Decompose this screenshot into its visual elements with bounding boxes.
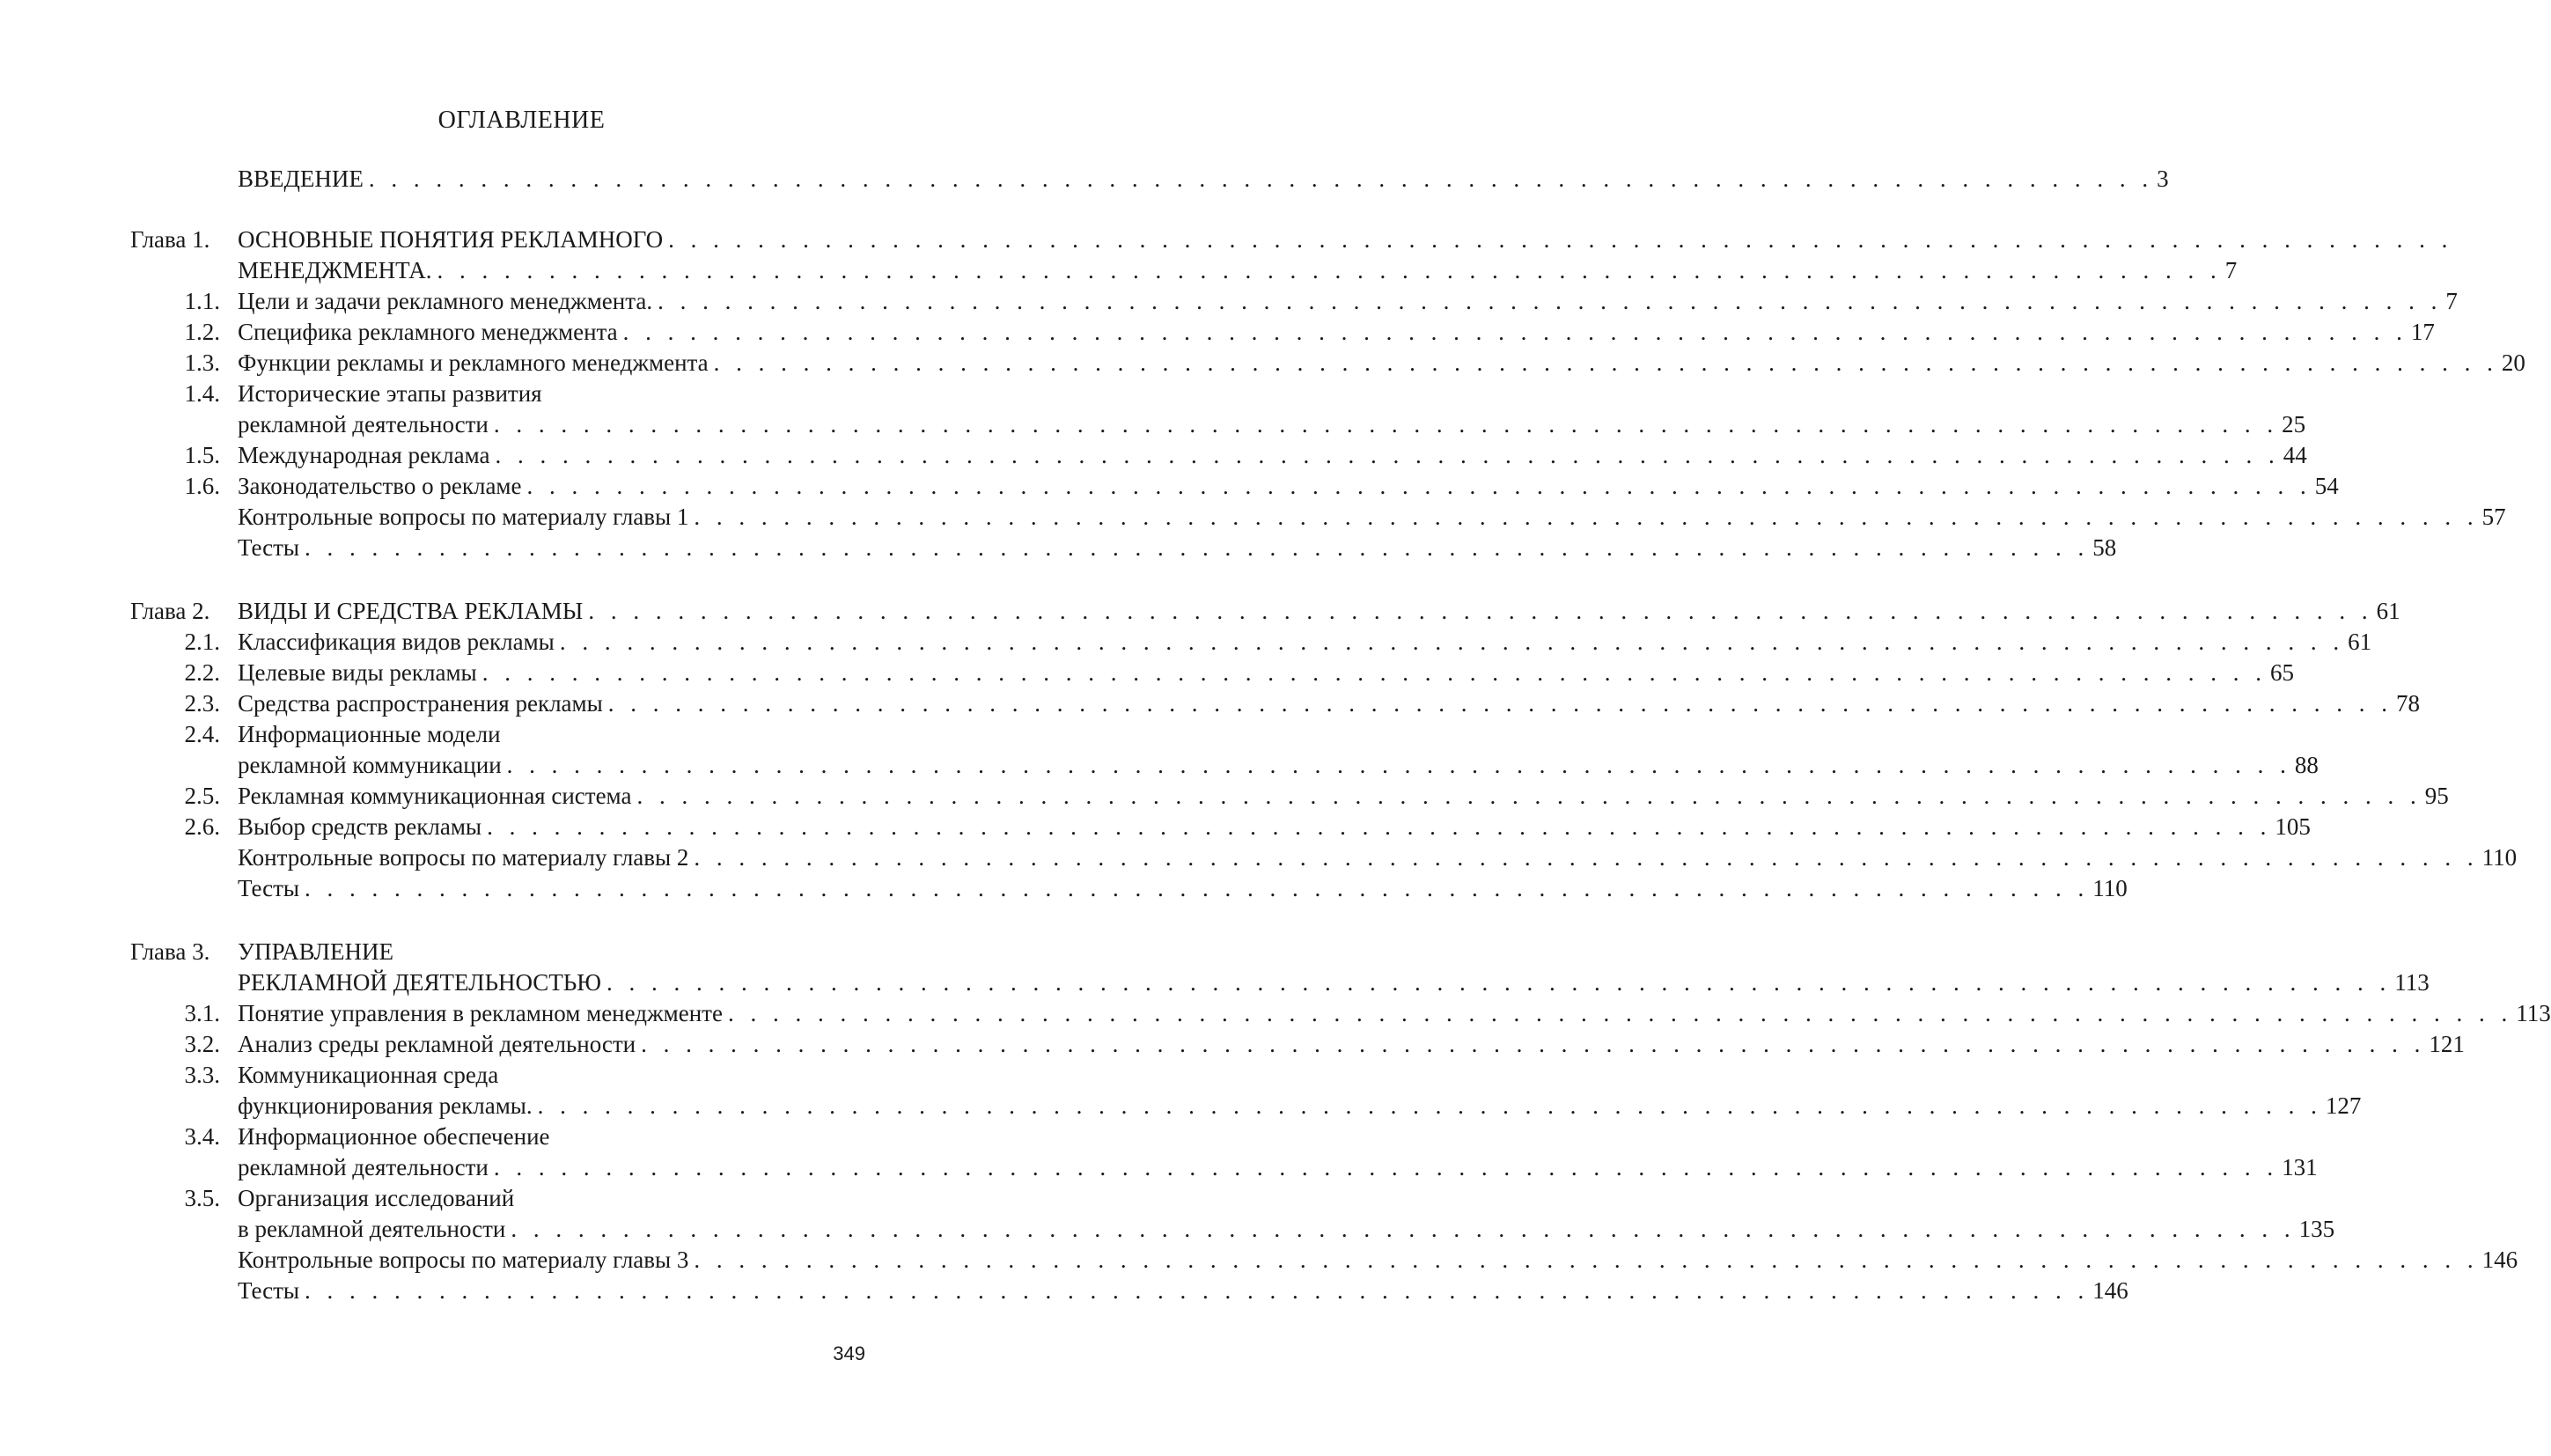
toc-page-number: 25 bbox=[2282, 411, 2306, 438]
toc-entry-body bbox=[238, 224, 2453, 255]
toc-page-number: 95 bbox=[2424, 783, 2449, 809]
toc-page-number: 131 bbox=[2282, 1154, 2318, 1180]
toc-page-number: 105 bbox=[2275, 813, 2311, 840]
toc-section-entry[interactable] bbox=[130, 658, 2294, 688]
dot-leader: . . . . . . . . . . . . . . . . . . . . . . . . . . . . . . . . . . . . . . . . . . . . . . . . . . . . . . . . . . . . . . . . . . . . . . . . . . . . . . . . bbox=[694, 504, 2479, 530]
toc-section-entry[interactable] bbox=[130, 688, 2421, 719]
section-number: 1.2. bbox=[184, 319, 220, 345]
toc-entry-text: Понятие управления в рекламном менеджменте bbox=[238, 1000, 723, 1026]
toc-entry-body bbox=[238, 812, 2311, 842]
toc-page-number: 65 bbox=[2269, 659, 2294, 686]
section-number: 2.5. bbox=[184, 783, 220, 809]
dot-leader: . . . . . . . . . . . . . . . . . . . . . . . . . . . . . . . . . . . . . . . . . . . . . . . . . . . . . . . . . . . . . . . . . . . . . . . . . . . . . . . . bbox=[437, 257, 2222, 283]
toc-entry-text: Цели и задачи рекламного менеджмента. bbox=[238, 288, 653, 314]
section-number: 3.2. bbox=[184, 1031, 220, 1057]
toc-entry-text: ОСНОВНЫЕ ПОНЯТИЯ РЕКЛАМНОГО bbox=[238, 226, 664, 253]
toc-entry-body bbox=[238, 348, 2525, 379]
toc-section-entry[interactable] bbox=[130, 1245, 2518, 1276]
toc-entry-body bbox=[238, 873, 2128, 904]
toc-page-number: 57 bbox=[2481, 504, 2506, 530]
section-number: 1.6. bbox=[184, 473, 220, 499]
toc-entry-body bbox=[238, 1060, 886, 1091]
chapter-label: Глава 1. bbox=[130, 226, 210, 253]
toc-entry-text: ВВЕДЕНИЕ bbox=[238, 165, 364, 192]
toc-entry-text: Специфика рекламного менеджмента bbox=[238, 319, 618, 345]
toc-entry-body bbox=[238, 502, 2506, 533]
toc-entry-text: Контрольные вопросы по материалу главы 3 bbox=[238, 1246, 689, 1273]
toc-entry-text: Тесты bbox=[238, 534, 300, 561]
dot-leader: . . . . . . . . . . . . . . . . . . . . . . . . . . . . . . . . . . . . . . . . . . . . . . . . . . . . . . . . . . . . . . . . . . . . . . . . . . . . . . . . bbox=[368, 165, 2154, 192]
chapter-label: Глава 2. bbox=[130, 598, 210, 624]
dot-leader: . . . . . . . . . . . . . . . . . . . . . . . . . . . . . . . . . . . . . . . . . . . . . . . . . . . . . . . . . . . . . . . . . . . . . . . . . . . . . . . . bbox=[668, 226, 2453, 253]
dot-leader: . . . . . . . . . . . . . . . . . . . . . . . . . . . . . . . . . . . . . . . . . . . . . . . . . . . . . . . . . . . . . . . . . . . . . . . . . . . . . . . . bbox=[487, 813, 2272, 840]
toc-entry-text: Классификация видов рекламы bbox=[238, 629, 555, 655]
toc-entry-text: Информационное обеспечение bbox=[238, 1123, 550, 1150]
toc-entry-body bbox=[238, 1245, 2518, 1276]
dot-leader: . . . . . . . . . . . . . . . . . . . . . . . . . . . . . . . . . . . . . . . . . . . . . . . . . . . . . . . . . . . . . . . . . . . . . . . . . . . . . . . . bbox=[607, 690, 2393, 717]
dot-leader: . . . . . . . . . . . . . . . . . . . . . . . . . . . . . . . . . . . . . . . . . . . . . . . . . . . . . . . . . . . . . . . . . . . . . . . . . . . . . . . . bbox=[727, 1000, 2513, 1026]
toc-entry-intro[interactable] bbox=[130, 164, 2169, 195]
toc-section-entry[interactable] bbox=[130, 1183, 886, 1214]
toc-entry-body bbox=[238, 937, 886, 967]
toc-entry-text: Рекламная коммуникационная система bbox=[238, 783, 632, 809]
toc-entry-body bbox=[238, 596, 2400, 627]
toc-page-number: 17 bbox=[2410, 319, 2435, 345]
section-number: 1.1. bbox=[184, 288, 220, 314]
dot-leader: . . . . . . . . . . . . . . . . . . . . . . . . . . . . . . . . . . . . . . . . . . . . . . . . . . . . . . . . . . . . . . . . . . . . . . . . . . . . . . . . bbox=[537, 1092, 2322, 1119]
toc-entry-text: в рекламной деятельности bbox=[238, 1216, 506, 1242]
toc-page-number: 113 bbox=[2394, 969, 2430, 996]
toc-section-entry[interactable] bbox=[130, 1060, 886, 1091]
toc-entry-body bbox=[238, 317, 2435, 348]
toc-page-number: 58 bbox=[2092, 534, 2117, 561]
section-number: 3.4. bbox=[184, 1123, 220, 1150]
page-title: ОГЛАВЛЕНИЕ bbox=[437, 107, 606, 134]
toc-entry-body bbox=[238, 781, 2449, 812]
toc-page-number: 7 bbox=[2224, 257, 2238, 283]
toc-page-number: 88 bbox=[2294, 752, 2319, 778]
toc-entry-body bbox=[238, 533, 2117, 563]
toc-entry-text: рекламной коммуникации bbox=[238, 752, 502, 778]
dot-leader: . . . . . . . . . . . . . . . . . . . . . . . . . . . . . . . . . . . . . . . . . . . . . . . . . . . . . . . . . . . . . . . . . . . . . . . . . . . . . . . . bbox=[482, 659, 2267, 686]
toc-section-entry[interactable] bbox=[130, 719, 886, 750]
section-number: 1.5. bbox=[184, 442, 220, 468]
toc-page-number: 54 bbox=[2314, 473, 2339, 499]
toc-chapter-1[interactable] bbox=[130, 255, 2238, 286]
toc-entry-text: ВИДЫ И СРЕДСТВА РЕКЛАМЫ bbox=[238, 598, 584, 624]
toc-section-entry[interactable] bbox=[130, 409, 2306, 440]
toc-entry-body bbox=[238, 688, 2421, 719]
toc-section-entry[interactable] bbox=[130, 348, 2525, 379]
toc-entry-text: функционирования рекламы. bbox=[238, 1092, 533, 1119]
dot-leader: . . . . . . . . . . . . . . . . . . . . . . . . . . . . . . . . . . . . . . . . . . . . . . . . . . . . . . . . . . . . . . . . . . . . . . . . . . . . . . . . bbox=[713, 349, 2498, 376]
toc-entry-text: Анализ среды рекламной деятельности bbox=[238, 1031, 636, 1057]
toc-chapter-2[interactable] bbox=[130, 596, 2400, 627]
toc-entry-text: Выбор средств рекламы bbox=[238, 813, 482, 840]
toc-entry-body bbox=[238, 967, 2430, 998]
toc-entry-text: Контрольные вопросы по материалу главы 1 bbox=[238, 504, 689, 530]
toc-page-number: 7 bbox=[2445, 288, 2458, 314]
toc-section-entry[interactable] bbox=[130, 379, 886, 409]
toc-page-number: 20 bbox=[2501, 349, 2525, 376]
toc-entry-body bbox=[238, 658, 2294, 688]
dot-leader: . . . . . . . . . . . . . . . . . . . . . . . . . . . . . . . . . . . . . . . . . . . . . . . . . . . . . . . . . . . . . . . . . . . . . . . . . . . . . . . . bbox=[622, 319, 2408, 345]
toc-entry-text: рекламной деятельности bbox=[238, 411, 489, 438]
dot-leader: . . . . . . . . . . . . . . . . . . . . . . . . . . . . . . . . . . . . . . . . . . . . . . . . . . . . . . . . . . . . . . . . . . . . . . . . . . . . . . . . bbox=[526, 473, 2312, 499]
toc-entry-body bbox=[238, 627, 2372, 658]
dot-leader: . . . . . . . . . . . . . . . . . . . . . . . . . . . . . . . . . . . . . . . . . . . . . . . . . . . . . . . . . . . . . . . . . . . . . . . . . . . . . . . . bbox=[305, 875, 2090, 901]
toc-chapter-1[interactable] bbox=[130, 224, 2453, 255]
toc-page-number: 146 bbox=[2092, 1277, 2128, 1304]
toc-entry-text: Функции рекламы и рекламного менеджмента bbox=[238, 349, 709, 376]
table-of-contents bbox=[130, 164, 2551, 1306]
toc-section-entry[interactable] bbox=[130, 1029, 2465, 1060]
toc-entry-text: Коммуникационная среда bbox=[238, 1062, 499, 1088]
toc-entry-body bbox=[238, 1091, 2362, 1121]
toc-page-number: 61 bbox=[2348, 629, 2372, 655]
section-number: 1.4. bbox=[184, 380, 220, 407]
toc-section-entry[interactable] bbox=[130, 1276, 2128, 1306]
toc-page-number: 146 bbox=[2481, 1246, 2518, 1273]
toc-page-number: 110 bbox=[2092, 875, 2128, 901]
toc-entry-body bbox=[238, 379, 886, 409]
toc-chapter-3[interactable] bbox=[130, 967, 2430, 998]
toc-entry-text: Средства распространения рекламы bbox=[238, 690, 603, 717]
toc-entry-body bbox=[238, 286, 2458, 317]
toc-entry-text: рекламной деятельности bbox=[238, 1154, 489, 1180]
section-number: 2.2. bbox=[184, 659, 220, 686]
toc-page-number: 61 bbox=[2376, 598, 2400, 624]
toc-entry-text: Исторические этапы развития bbox=[238, 380, 542, 407]
toc-page-number: 110 bbox=[2481, 844, 2518, 871]
dot-leader: . . . . . . . . . . . . . . . . . . . . . . . . . . . . . . . . . . . . . . . . . . . . . . . . . . . . . . . . . . . . . . . . . . . . . . . . . . . . . . . . bbox=[588, 598, 2373, 624]
toc-page-number: 121 bbox=[2429, 1031, 2465, 1057]
dot-leader: . . . . . . . . . . . . . . . . . . . . . . . . . . . . . . . . . . . . . . . . . . . . . . . . . . . . . . . . . . . . . . . . . . . . . . . . . . . . . . . . bbox=[511, 1216, 2296, 1242]
section-gap bbox=[130, 904, 886, 937]
toc-section-entry[interactable] bbox=[130, 873, 2128, 904]
toc-section-entry[interactable] bbox=[130, 998, 2551, 1029]
toc-page-number: 44 bbox=[2283, 442, 2307, 468]
section-number: 3.1. bbox=[184, 1000, 220, 1026]
toc-entry-body bbox=[238, 409, 2306, 440]
dot-leader: . . . . . . . . . . . . . . . . . . . . . . . . . . . . . . . . . . . . . . . . . . . . . . . . . . . . . . . . . . . . . . . . . . . . . . . . . . . . . . . . bbox=[641, 1031, 2426, 1057]
toc-entry-text: Международная реклама bbox=[238, 442, 490, 468]
toc-entry-text: Тесты bbox=[238, 875, 300, 901]
toc-page-number: 127 bbox=[2325, 1092, 2362, 1119]
toc-chapter-3[interactable] bbox=[130, 937, 886, 967]
dot-leader: . . . . . . . . . . . . . . . . . . . . . . . . . . . . . . . . . . . . . . . . . . . . . . . . . . . . . . . . . . . . . . . . . . . . . . . . . . . . . . . . bbox=[694, 844, 2479, 871]
toc-section-entry[interactable] bbox=[130, 440, 2307, 471]
toc-section-entry[interactable] bbox=[130, 627, 2372, 658]
toc-entry-body bbox=[238, 255, 2238, 286]
toc-page-number: 113 bbox=[2516, 1000, 2551, 1026]
toc-section-entry[interactable] bbox=[130, 1214, 2335, 1245]
toc-entry-body bbox=[238, 1029, 2465, 1060]
toc-entry-text: Тесты bbox=[238, 1277, 300, 1304]
section-number: 3.3. bbox=[184, 1062, 220, 1088]
section-number: 3.5. bbox=[184, 1185, 220, 1211]
section-number: 2.3. bbox=[184, 690, 220, 717]
toc-entry-text: Информационные модели bbox=[238, 721, 501, 747]
toc-section-entry[interactable] bbox=[130, 502, 2506, 533]
section-gap bbox=[130, 563, 886, 596]
section-gap bbox=[130, 195, 886, 224]
section-number: 1.3. bbox=[184, 349, 220, 376]
toc-entry-text: РЕКЛАМНОЙ ДЕЯТЕЛЬНОСТЬЮ bbox=[238, 969, 602, 996]
page-number: 349 bbox=[833, 1342, 865, 1364]
dot-leader: . . . . . . . . . . . . . . . . . . . . . . . . . . . . . . . . . . . . . . . . . . . . . . . . . . . . . . . . . . . . . . . . . . . . . . . . . . . . . . . . bbox=[559, 629, 2345, 655]
toc-entry-text: Контрольные вопросы по материалу главы 2 bbox=[238, 844, 689, 871]
dot-leader: . . . . . . . . . . . . . . . . . . . . . . . . . . . . . . . . . . . . . . . . . . . . . . . . . . . . . . . . . . . . . . . . . . . . . . . . . . . . . . . . bbox=[305, 534, 2090, 561]
toc-entry-body bbox=[238, 1152, 2318, 1183]
toc-entry-body bbox=[238, 471, 2339, 502]
section-number: 2.4. bbox=[184, 721, 220, 747]
toc-entry-body bbox=[238, 1214, 2335, 1245]
dot-leader: . . . . . . . . . . . . . . . . . . . . . . . . . . . . . . . . . . . . . . . . . . . . . . . . . . . . . . . . . . . . . . . . . . . . . . . . . . . . . . . . bbox=[493, 411, 2279, 438]
dot-leader: . . . . . . . . . . . . . . . . . . . . . . . . . . . . . . . . . . . . . . . . . . . . . . . . . . . . . . . . . . . . . . . . . . . . . . . . . . . . . . . . bbox=[493, 1154, 2279, 1180]
dot-leader: . . . . . . . . . . . . . . . . . . . . . . . . . . . . . . . . . . . . . . . . . . . . . . . . . . . . . . . . . . . . . . . . . . . . . . . . . . . . . . . . bbox=[495, 442, 2280, 468]
toc-page-number: 78 bbox=[2396, 690, 2421, 717]
section-number: 2.6. bbox=[184, 813, 220, 840]
toc-entry-body bbox=[238, 1276, 2128, 1306]
toc-entry-text: Законодательство о рекламе bbox=[238, 473, 522, 499]
toc-entry-text: Организация исследований bbox=[238, 1185, 515, 1211]
toc-entry-body bbox=[238, 750, 2319, 781]
toc-entry-text: УПРАВЛЕНИЕ bbox=[238, 938, 393, 965]
toc-section-entry[interactable] bbox=[130, 812, 2311, 842]
toc-section-entry[interactable] bbox=[130, 1121, 886, 1152]
toc-entry-body bbox=[238, 998, 2551, 1029]
toc-section-entry[interactable] bbox=[130, 471, 2339, 502]
dot-leader: . . . . . . . . . . . . . . . . . . . . . . . . . . . . . . . . . . . . . . . . . . . . . . . . . . . . . . . . . . . . . . . . . . . . . . . . . . . . . . . . bbox=[305, 1277, 2090, 1304]
toc-entry-body bbox=[238, 1121, 886, 1152]
dot-leader: . . . . . . . . . . . . . . . . . . . . . . . . . . . . . . . . . . . . . . . . . . . . . . . . . . . . . . . . . . . . . . . . . . . . . . . . . . . . . . . . bbox=[658, 288, 2443, 314]
toc-section-entry[interactable] bbox=[130, 781, 2449, 812]
toc-entry-body bbox=[238, 440, 2307, 471]
section-number: 2.1. bbox=[184, 629, 220, 655]
dot-leader: . . . . . . . . . . . . . . . . . . . . . . . . . . . . . . . . . . . . . . . . . . . . . . . . . . . . . . . . . . . . . . . . . . . . . . . . . . . . . . . . bbox=[607, 969, 2392, 996]
toc-section-entry[interactable] bbox=[130, 842, 2518, 873]
toc-page-number: 3 bbox=[2157, 165, 2169, 192]
dot-leader: . . . . . . . . . . . . . . . . . . . . . . . . . . . . . . . . . . . . . . . . . . . . . . . . . . . . . . . . . . . . . . . . . . . . . . . . . . . . . . . . bbox=[636, 783, 2422, 809]
toc-section-entry[interactable] bbox=[130, 317, 2435, 348]
toc-section-entry[interactable] bbox=[130, 750, 2319, 781]
toc-entry-text: Целевые виды рекламы bbox=[238, 659, 477, 686]
toc-page-number: 135 bbox=[2298, 1216, 2335, 1242]
toc-section-entry[interactable] bbox=[130, 533, 2117, 563]
toc-section-entry[interactable] bbox=[130, 1152, 2318, 1183]
toc-entry-body bbox=[238, 1183, 886, 1214]
chapter-label: Глава 3. bbox=[130, 938, 210, 965]
toc-entry-body bbox=[238, 842, 2518, 873]
toc-section-entry[interactable] bbox=[130, 286, 2458, 317]
toc-entry-text: МЕНЕДЖМЕНТА. bbox=[238, 257, 432, 283]
toc-section-entry[interactable] bbox=[130, 1091, 2362, 1121]
toc-entry-body bbox=[238, 719, 886, 750]
dot-leader: . . . . . . . . . . . . . . . . . . . . . . . . . . . . . . . . . . . . . . . . . . . . . . . . . . . . . . . . . . . . . . . . . . . . . . . . . . . . . . . . bbox=[694, 1246, 2479, 1273]
dot-leader: . . . . . . . . . . . . . . . . . . . . . . . . . . . . . . . . . . . . . . . . . . . . . . . . . . . . . . . . . . . . . . . . . . . . . . . . . . . . . . . . bbox=[506, 752, 2291, 778]
